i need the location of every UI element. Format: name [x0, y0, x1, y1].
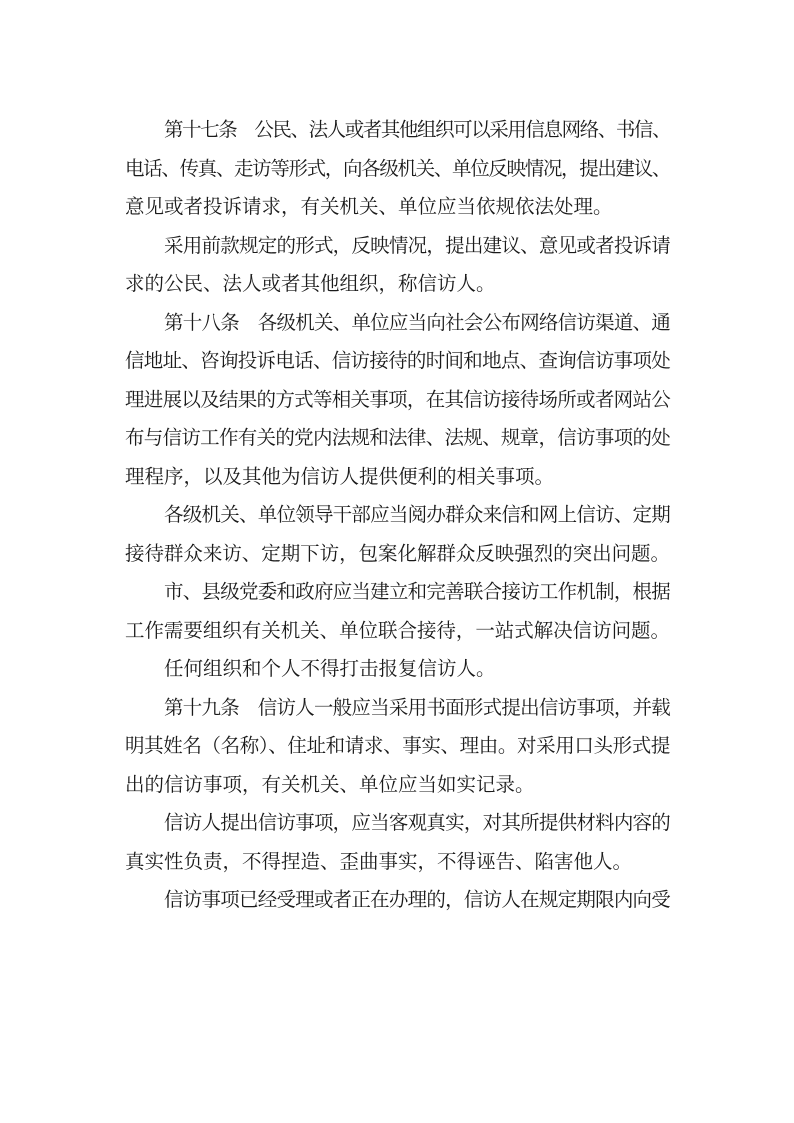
- paragraph: [125, 496, 670, 573]
- text-line: 明其姓名（名称）、住址和请求、事实、理由。对采用口头形式提: [125, 734, 670, 757]
- text-line: 任何组织和个人不得打击报复信访人。: [164, 657, 496, 680]
- text-line: 信访事项已经受理或者正在办理的，信访人在规定期限内向受: [164, 888, 670, 911]
- paragraph: [125, 881, 670, 920]
- text-line: 各级机关、单位领导干部应当阅办群众来信和网上信访、定期: [164, 503, 670, 526]
- paragraph: [125, 804, 670, 881]
- text-line: 接待群众来访、定期下访，包案化解群众反映强烈的突出问题。: [125, 541, 670, 565]
- paragraph: [125, 650, 670, 689]
- text-line: 意见或者投诉请求，有关机关、单位应当依规依法处理。: [125, 195, 613, 218]
- text-line: 电话、传真、走访等形式，向各级机关、单位反映情况，提出建议、: [125, 156, 670, 180]
- text-line: 真实性负责，不得捏造、歪曲事实，不得诬告、陷害他人。: [125, 849, 633, 873]
- text-line: 理程序，以及其他为信访人提供便利的相关事项。: [125, 464, 555, 488]
- text-line: 出的信访事项，有关机关、单位应当如实记录。: [125, 772, 535, 796]
- text-line: 第十九条 信访人一般应当采用书面形式提出信访事项，并载: [164, 695, 670, 719]
- paragraph: [125, 111, 670, 227]
- text-line: 采用前款规定的形式，反映情况，提出建议、意见或者投诉请: [164, 233, 670, 257]
- paragraph: [125, 689, 670, 805]
- paragraph: [125, 304, 670, 497]
- text-line: 求的公民、法人或者其他组织，称信访人。: [125, 272, 496, 295]
- text-line: 市、县级党委和政府应当建立和完善联合接访工作机制，根据: [164, 580, 670, 603]
- text-line: 工作需要组织有关机关、单位联合接待，一站式解决信访问题。: [125, 618, 670, 642]
- text-line: 布与信访工作有关的党内法规和法律、法规、规章，信访事项的处: [125, 426, 670, 449]
- text-line: 第十七条 公民、法人或者其他组织可以采用信息网络、书信、: [164, 118, 670, 141]
- paragraph: [125, 227, 670, 304]
- text-line: 信地址、咨询投诉电话、信访接待的时间和地点、查询信访事项处: [125, 349, 670, 372]
- text-line: 信访人提出信访事项，应当客观真实，对其所提供材料内容的: [164, 811, 670, 834]
- text-line: 理进展以及结果的方式等相关事项，在其信访接待场所或者网站公: [125, 387, 670, 411]
- paragraph: [125, 573, 670, 650]
- body-text: [125, 111, 670, 920]
- text-line: 第十八条 各级机关、单位应当向社会公布网络信访渠道、通: [164, 310, 670, 334]
